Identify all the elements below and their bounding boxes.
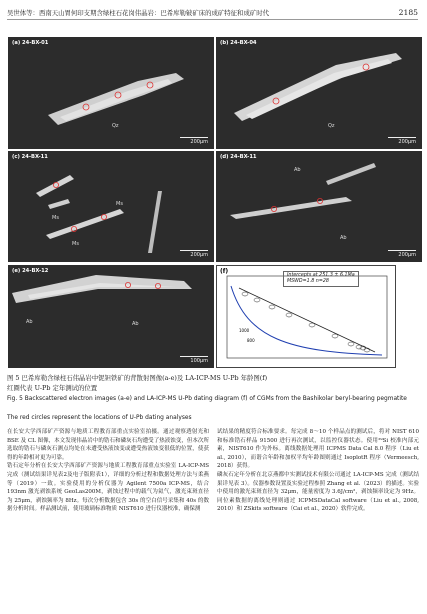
panel-a-image [8,37,214,149]
panel-a-mineral-qz: Qz [112,123,119,129]
intercept-age: Intercepts at 251.3 ± 6.1Ma [287,273,355,278]
panel-c-label: (c) 24-BX-11 [12,154,48,160]
body-left-column: 在长安大学西部矿产资源与地质工程教育部重点实验室拍摄。通过观察透射光和 BSE 及 CL 图像，本文发现伟晶岩中的锆石和磷灰石均遭受了热液蚀变，但本次所选取的锆石与磷灰石测点均处在未遭受热液蚀变或遭受热液蚀变很低的位置，使获得的年龄相对更为可靠。 锆石定年分析在长安大学西部矿产资源与地质工程教育部重点实验室 LA-ICP-MS 完成（测试结果详见表2及电子版附表1），详细的分析过程和数据处理方法与柔燕等（2019）一致。实验使用的分析仪器为 Agilent 7500a ICP-MS，结合 193nm 激光剥蚀系统 GeoLas200M，剥蚀过程中的载气为氦气，激光束斑直径为 25μm，剥蚀频率为 8Hz。每次分析数据包含 30s 的空白信号采集和 40s 的数据分析时间。样品测试前，使用玻璃标准物质 NIST610 进行仪器校准，确保测 [7,429,209,513]
panel-b-label: (b) 24-BX-04 [220,40,257,46]
panel-f-label: (f) [220,268,229,275]
panel-c-image [8,151,214,262]
panel-d-scalebar: 200μm [388,250,416,259]
panel-a-label: (a) 24-BX-01 [12,40,49,46]
panel-d-mineral-ab-2: Ab [340,235,347,241]
panel-e-image [8,265,214,368]
header-rule [7,19,418,20]
panel-b-image [216,37,422,149]
panel-b [216,37,422,149]
panel-b-mineral-qz: Qz [328,123,335,129]
caption-en-sub: The red circles represent the locations of U-Pb dating analyses [7,415,192,421]
panel-e-scalebar: 100μm [180,356,208,365]
panel-d-mineral-ab-1: Ab [294,167,301,173]
panel-f-concordia [216,265,396,368]
panel-e-mineral-ab-1: Ab [26,319,33,325]
panel-c-scalebar: 200μm [180,250,208,259]
page-number: 2185 [398,8,418,17]
panel-d-image [216,151,422,262]
caption-cn-sub: 红圈代表 U-Pb 定年测试的位置 [7,384,98,392]
running-header: 吴世体等：西南天山胃何印支期含绿柱石花岗伟晶岩：巴希库勒铍矿床的成矿特征和成矿时代 [7,9,270,17]
caption-en-title: Fig. 5 Backscattered electron images (a-e) and LA-ICP-MS U-Pb dating diagram (f) of CGMs from the Bashikolar beryl-bearing pegmatite [7,396,407,402]
panel-e-mineral-ab-2: Ab [132,321,139,327]
panel-d-label: (d) 24-BX-11 [220,154,257,160]
panel-c-mineral-ms-1: Ms [116,201,123,207]
concordia-label-800: 800 [247,338,255,343]
intercept-box [283,271,359,287]
panel-b-scalebar: 200μm [388,137,416,146]
intercept-mswd: MSWD=1.8 n=28 [287,279,329,284]
panel-e [8,265,214,368]
panel-e-label: (e) 24-BX-12 [12,268,49,274]
panel-a-scalebar: 200μm [180,137,208,146]
panel-a [8,37,214,149]
panel-c-mineral-ms-3: Ms [72,241,79,247]
body-right-column: 试结果的精度符合标准要求。每完成 8～10 个样品点的测试后，将对 NIST 610 和标准锆石样品 91500 进行再次测试，以监控仪器状态。使用²⁹Si 校准内部元素，NIST610 作为外标。离线数据处理用 ICPMS Data Cal 8.0 程序（Liu et al., 2010），而谐合年龄和加权平均年龄图则通过 IsoplotR 程序（Vermeesch, 2018）获得。 磷灰石定年分析在北京燕都中实测试技术有限公司通过 LA-ICP-MS 完成（测试结果详见表 3）。仪器参数设置及实验过程参照 Zhang et al.（2023）的描述。实验中使用的激光束斑直径为 32μm，能量密度为 3.6J/cm²，剥蚀频率设定为 9Hz。同位素数据的离线处理则通过 ICPMSDataCal software（Liu et al., 2008, 2010）和 ZSkits software（Cai et al., 2020）软件完成。 [217,429,419,513]
caption-cn-title: 图 5 巴希库勒含绿柱石伟晶岩中铌钽铁矿的背散射图像(a-e)及 LA-ICP-MS U-Pb 年龄图(f) [7,374,268,382]
panel-d [216,151,422,262]
concordia-label-1000: 1000 [239,328,250,333]
panel-c-mineral-ms-2: Ms [52,215,59,221]
panel-c [8,151,214,262]
